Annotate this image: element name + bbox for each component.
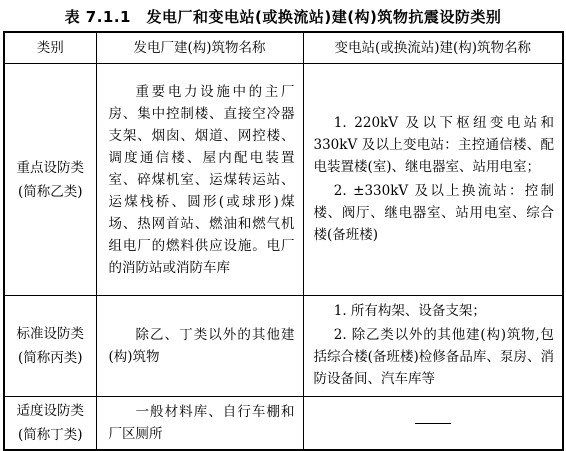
seismic-category-table: [3, 31, 564, 451]
power-plant-cell: [96, 397, 303, 451]
power-plant-text: 一般材料库、自行车棚和厂区厕所: [108, 404, 295, 442]
category-name: 重点设防类: [16, 159, 84, 176]
substation-cell: [303, 296, 563, 397]
category-short: (简称丙类): [17, 350, 83, 366]
table-caption: 表 7.1.1 发电厂和变电站(或换流站)建(构)筑物抗震设防类别: [64, 8, 502, 26]
category-cell: [4, 296, 96, 397]
category-name: 标准设防类: [16, 326, 84, 342]
substation-item: 2. ±330kV 及以上换流站：控制楼、阀厅、继电器室、站用电室、综合楼(备班楼): [313, 182, 554, 243]
table-row-class-b: [4, 64, 563, 296]
category-short: (简称乙类): [17, 183, 83, 200]
substation-item: 2. 除乙类以外的其他建(构)筑物,包括综合楼(备班楼)检修备品库、泵房、消防设备间、汽车库等: [313, 327, 554, 387]
dash-mark: [415, 423, 451, 424]
table-row-class-c: [4, 296, 563, 397]
power-plant-cell: [96, 64, 303, 296]
category-cell: [4, 64, 96, 296]
table-row-class-d: [4, 397, 563, 451]
header-substation: 变电站(或换流站)建(构)筑物名称: [303, 32, 563, 64]
empty-substation-cell: [303, 397, 563, 451]
table-header-row: [4, 32, 563, 64]
category-short: (简称丁类): [17, 427, 83, 443]
substation-item: 1. 所有构架、设备支架；: [333, 303, 486, 319]
category-name: 适度设防类: [16, 403, 84, 419]
substation-item: 1. 220kV 及以下枢纽变电站和330kV 及以上变电站：主控通信楼、配电装置楼(室)、继电器室、站用电室；: [313, 114, 554, 175]
power-plant-cell: [96, 296, 303, 397]
header-category: 类别: [4, 32, 96, 64]
substation-cell: [303, 64, 563, 296]
power-plant-text: 重要电力设施中的主厂房、集中控制楼、直接空冷器支架、烟囱、烟道、网控楼、调度通信楼、屋内配电装置室、碎煤机室、运煤转运站、运煤栈桥、圆形(或球形)煤场、热网首站、燃油和燃气机组电厂的燃料供应设施。电厂的消防站或消防车库: [108, 83, 295, 276]
category-cell: [4, 397, 96, 451]
power-plant-text: 除乙、丁类以外的其他建(构)筑物: [108, 327, 295, 365]
header-power-plant: 发电厂建(构)筑物名称: [96, 32, 303, 64]
